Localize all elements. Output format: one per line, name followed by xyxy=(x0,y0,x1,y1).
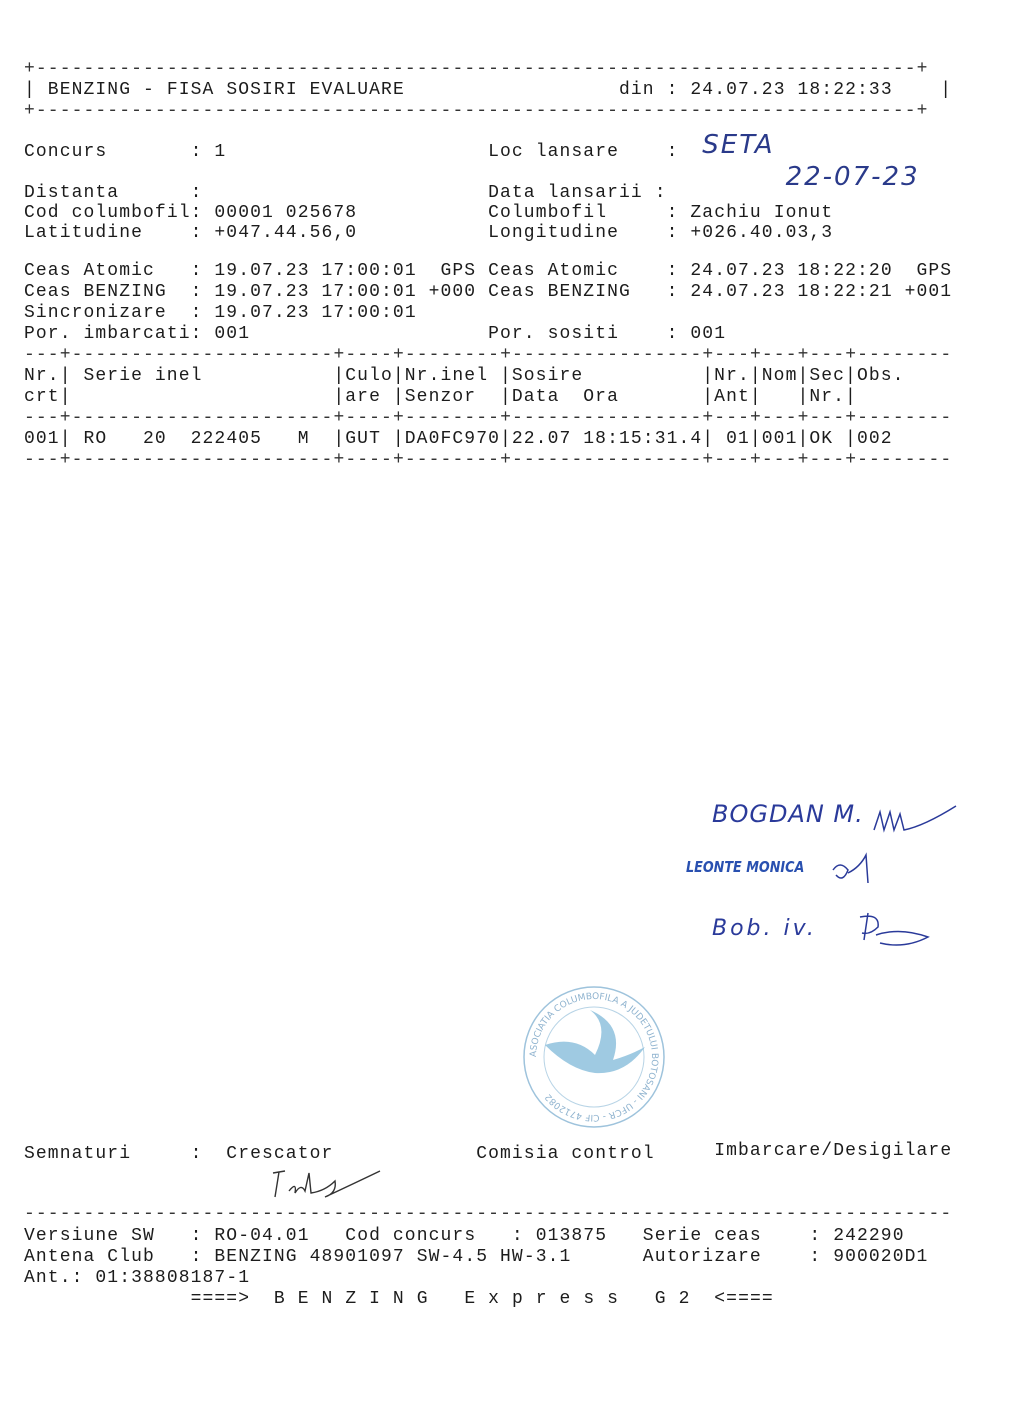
versiune-line: Versiune SW : RO-04.01 Cod concurs : 013875 Serie ceas : 242290 xyxy=(24,1226,905,1246)
loc-lansare-label: Loc lansare xyxy=(488,142,620,162)
table-cell-1: RO 20 222405 M xyxy=(71,429,310,449)
ceas-atomic-end-value: 24.07.23 18:22:20 xyxy=(690,261,893,281)
por-imbarcati-label: Por. imbarcati xyxy=(24,324,191,344)
porumbei-line: Por. imbarcati : 001 Por. sositi : 001 xyxy=(24,324,727,344)
sincronizare-value: 19.07.23 17:00:01 xyxy=(214,303,417,323)
table-header-sub-0: crt xyxy=(24,387,60,407)
ceas-benzing-end-label: Ceas BENZING xyxy=(488,282,631,302)
club-stamp xyxy=(515,985,673,1130)
signatures-line: Semnaturi : Crescator Comisia control Imbarcare/Desigilare xyxy=(24,1141,953,1164)
table-header-sub-cell xyxy=(393,387,500,407)
table-header-sub-2: are xyxy=(345,387,381,407)
table-cell-cell xyxy=(333,429,393,449)
antena-club-value: BENZING 48901097 SW-4.5 HW-3.1 xyxy=(214,1247,572,1267)
distanta-label: Distanta xyxy=(24,183,120,203)
benzing-express-banner: ====> B E N Z I N G E x p r e s s G 2 <==== xyxy=(190,1289,774,1309)
table-cell-6: 001 xyxy=(761,429,798,449)
latitudine-label: Latitudine xyxy=(24,223,144,243)
table-rule-bottom: ---+----------------------+----+--------+----------------+---+---+---+-------- xyxy=(24,450,953,470)
antena-line: Antena Club : BENZING 48901097 SW-4.5 HW-3.1 Autorizare : 900020D1 xyxy=(24,1247,929,1267)
longitudine-value: +026.40.03,3 xyxy=(690,223,834,243)
table-header-0: Nr. xyxy=(24,366,60,386)
table-cell-7: OK xyxy=(809,429,834,449)
table-header-cell xyxy=(845,366,952,386)
cod-concurs-label: Cod concurs xyxy=(345,1226,477,1246)
table-cell-cell xyxy=(24,429,60,449)
ceas-benzing-start-suffix: +000 xyxy=(428,282,477,302)
table-header-1: Serie inel xyxy=(71,366,203,386)
table-header-cell xyxy=(797,366,845,386)
ceas-atomic-line: Ceas Atomic : 19.07.23 17:00:01 GPS Ceas Atomic : 24.07.23 18:22:20 GPS xyxy=(24,261,953,281)
ceas-atomic-end-suffix: GPS xyxy=(916,261,953,281)
sincronizare-line: Sincronizare : 19.07.23 17:00:01 xyxy=(24,303,417,323)
antena-club-label: Antena Club xyxy=(24,1247,155,1267)
table-header-sub-cell xyxy=(24,387,60,407)
sincronizare-label: Sincronizare xyxy=(24,303,167,323)
table-cell-3: DA0FC970 xyxy=(404,429,500,449)
imbarcare-label: Imbarcare/Desigilare xyxy=(714,1141,953,1161)
por-imbarcati-value: 001 xyxy=(214,324,251,344)
ant-line: Ant.: 01:38808187-1 xyxy=(24,1268,251,1288)
header-line: | BENZING - FISA SOSIRI EVALUARE din : 24.07.23 18:22:33 | xyxy=(24,80,953,100)
latitudine-line: Latitudine : +047.44.56,0 Longitudine : +026.40.03,3 xyxy=(24,223,834,243)
table-cell-5: 01 xyxy=(714,429,750,449)
ceas-benzing-end-suffix: +001 xyxy=(904,282,953,302)
loc-lansare-handwritten: SETA xyxy=(702,130,775,160)
cod-columbofil-line: Cod columbofil : 00001 025678 Columbofil : Zachiu Ionut xyxy=(24,203,834,223)
ceas-atomic-end-label: Ceas Atomic xyxy=(488,261,620,281)
table-header-7: Sec xyxy=(809,366,846,386)
table-cell-cell xyxy=(702,429,750,449)
ceas-benzing-end-value: 24.07.23 18:22:21 xyxy=(690,282,893,302)
table-cell-cell xyxy=(393,429,500,449)
ceas-atomic-start-label: Ceas Atomic xyxy=(24,261,155,281)
latitudine-value: +047.44.56,0 xyxy=(214,223,358,243)
columbofil-label: Columbofil xyxy=(488,203,608,223)
comisia-control-label: Comisia control xyxy=(476,1144,655,1164)
serie-ceas-label: Serie ceas xyxy=(642,1226,762,1246)
data-lansarii-label: Data lansarii xyxy=(488,183,643,203)
ceas-benzing-start-value: 19.07.23 17:00:01 xyxy=(214,282,417,302)
table-header-5: Nr. xyxy=(714,366,750,386)
concurs-line: Concurs : 1 Loc lansare : SETA xyxy=(24,130,775,162)
cod-columbofil-label: Cod columbofil xyxy=(24,203,191,223)
concurs-value: 1 xyxy=(214,142,227,162)
table-cell-2: GUT xyxy=(345,429,381,449)
table-header-cell xyxy=(333,366,393,386)
por-sositi-value: 001 xyxy=(690,324,727,344)
table-header-cell xyxy=(702,366,750,386)
ceas-atomic-start-suffix: GPS xyxy=(440,261,477,281)
table-header-8: Obs. xyxy=(856,366,905,386)
table-header-row-1 xyxy=(24,366,952,386)
table-header-sub-cell xyxy=(60,387,334,407)
din-label: din : xyxy=(619,80,679,100)
signature-bob-scribble xyxy=(850,905,940,950)
table-header-row-2 xyxy=(24,387,952,407)
table-header-sub-cell xyxy=(500,387,702,407)
table-header-4: Sosire xyxy=(511,366,584,386)
table-header-sub-7: Nr. xyxy=(809,387,846,407)
signature-crescator xyxy=(265,1165,385,1201)
autorizare-label: Autorizare xyxy=(642,1247,762,1267)
table-cell-cell xyxy=(500,429,702,449)
table-cell-0: 001 xyxy=(24,429,60,449)
columbofil-value: Zachiu Ionut xyxy=(690,203,834,223)
distanta-line: Distanta : Data lansarii : 22-07-23 xyxy=(24,162,920,203)
table-header-sub-cell xyxy=(750,387,798,407)
table-header-sub-3: Senzor xyxy=(404,387,477,407)
concurs-label: Concurs xyxy=(24,142,108,162)
stamp-leonte-monica: LEONTE MONICA xyxy=(686,858,805,876)
por-sositi-label: Por. sositi xyxy=(488,324,620,344)
table-header-2: Culo xyxy=(345,366,393,386)
table-header-cell xyxy=(750,366,798,386)
table-cell-4: 22.07 18:15:31.4 xyxy=(511,429,703,449)
longitudine-label: Longitudine xyxy=(488,223,620,243)
ceas-atomic-start-value: 19.07.23 17:00:01 xyxy=(214,261,417,281)
table-cell-8: 002 xyxy=(856,429,893,449)
dove-icon xyxy=(545,1010,645,1073)
table-cell-cell xyxy=(750,429,798,449)
table-row xyxy=(24,429,952,449)
table-cell-cell xyxy=(845,429,952,449)
ceas-benzing-line: Ceas BENZING : 19.07.23 17:00:01 +000 Ceas BENZING : 24.07.23 18:22:21 +001 xyxy=(24,282,953,302)
table-header-cell xyxy=(500,366,702,386)
table-header-sub-5: Ant xyxy=(714,387,750,407)
table-header-3: Nr.inel xyxy=(404,366,489,386)
table-header-sub-cell xyxy=(333,387,393,407)
autorizare-value: 900020D1 xyxy=(833,1247,929,1267)
table-header-sub-4: Data Ora xyxy=(511,387,619,407)
table-header-6: Nom xyxy=(761,366,798,386)
table-rule-top: ---+----------------------+----+--------+----------------+---+---+---+-------- xyxy=(24,345,953,365)
table-rule-middle: ---+----------------------+----+--------+----------------+---+---+---+-------- xyxy=(24,408,953,428)
data-lansarii-handwritten: 22-07-23 xyxy=(785,162,920,192)
header-rule-bottom: +--------------------------------------------------------------------------+ xyxy=(24,101,929,121)
semnaturi-label: Semnaturi xyxy=(24,1144,132,1164)
table-header-cell xyxy=(393,366,500,386)
table-cell-cell xyxy=(60,429,334,449)
table-header-sub-cell xyxy=(845,387,952,407)
signature-bogdan: BOGDAN M. xyxy=(712,800,864,828)
crescator-label: Crescator xyxy=(226,1144,334,1164)
table-header-sub-cell xyxy=(797,387,845,407)
table-header-cell xyxy=(60,366,334,386)
ceas-benzing-start-label: Ceas BENZING xyxy=(24,282,167,302)
table-header-sub-cell xyxy=(702,387,750,407)
signature-leonte-scribble xyxy=(830,845,880,890)
header-rule-top: +--------------------------------------------------------------------------+ xyxy=(24,59,929,79)
din-value: 24.07.23 18:22:33 xyxy=(690,80,893,100)
cod-concurs-value: 013875 xyxy=(535,1226,608,1246)
versiune-sw-label: Versiune SW xyxy=(24,1226,155,1246)
stamp-text: ASOCIATIA COLUMBOFILA A JUDETULUI BOTOSANI - UFCR - CIF 4712082 xyxy=(528,991,660,1123)
table-cell-cell xyxy=(797,429,845,449)
versiune-sw-value: RO-04.01 xyxy=(214,1226,310,1246)
signature-bogdan-scribble xyxy=(870,800,960,840)
footer-rule: ------------------------------------------------------------------------------ xyxy=(24,1204,953,1224)
signature-bob: Bob. iv. xyxy=(712,916,817,941)
document-title: BENZING - FISA SOSIRI EVALUARE xyxy=(47,80,405,100)
table-header-cell xyxy=(24,366,60,386)
serie-ceas-value: 242290 xyxy=(833,1226,905,1246)
cod-columbofil-value: 00001 025678 xyxy=(214,203,358,223)
